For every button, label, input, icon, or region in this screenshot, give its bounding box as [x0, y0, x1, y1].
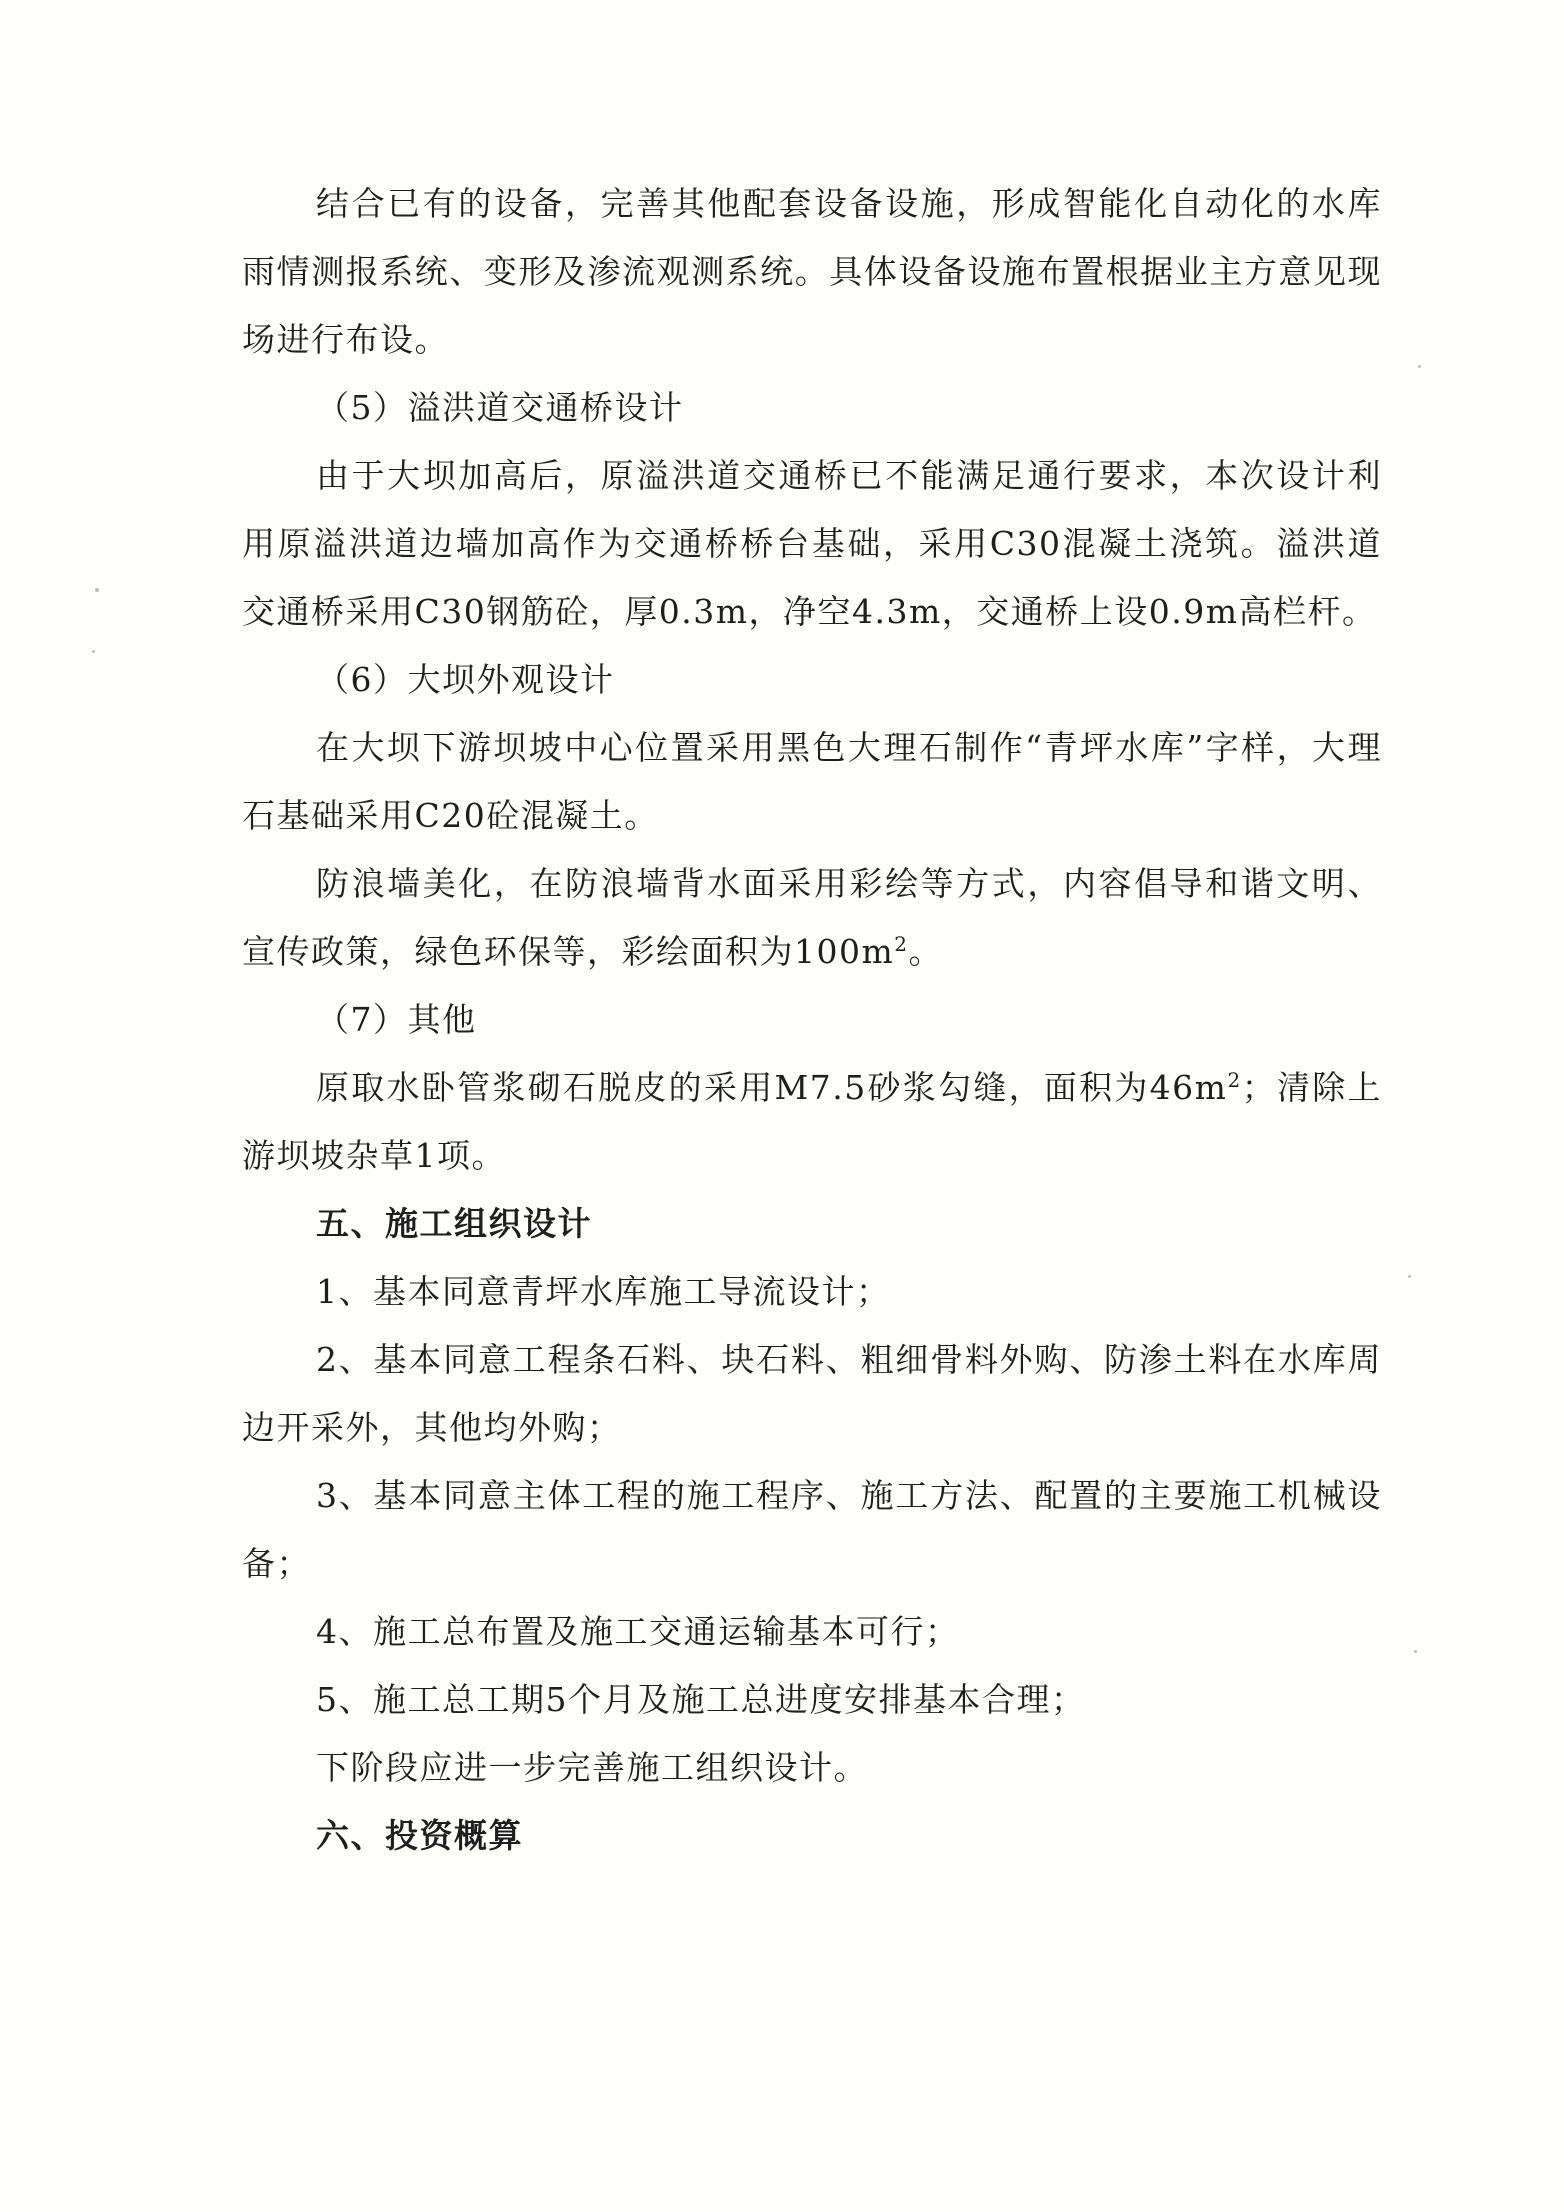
- scan-speck: [92, 650, 95, 653]
- scan-speck: [95, 588, 99, 592]
- list-item: 5、施工总工期5个月及施工总进度安排基本合理；: [316, 1680, 1086, 1719]
- subheading-dam-appearance: （6）大坝外观设计: [316, 660, 615, 699]
- scan-speck: [1414, 1650, 1417, 1653]
- unit-superscript: 2: [1227, 1068, 1242, 1092]
- paragraph-other: [242, 1054, 1382, 1190]
- list-item: 3、基本同意主体工程的施工程序、施工方法、配置的主要施工机械设备；: [242, 1476, 1382, 1583]
- document-body: [242, 170, 1382, 1870]
- other-end: ；清除上游坝坡杂草1项。: [242, 1068, 1382, 1175]
- paragraph-spillway-bridge: 由于大坝加高后，原溢洪道交通桥已不能满足通行要求，本次设计利用原溢洪道边墙加高作为交通桥桥台基础，采用C30混凝土浇筑。溢洪道交通桥采用C30钢筋砼，厚0.3m，净空4.3m，交通桥上设0.9m高栏杆。: [242, 456, 1382, 631]
- section-heading-investment: 六、投资概算: [316, 1816, 523, 1855]
- list-item: 4、施工总布置及施工交通运输基本可行；: [316, 1612, 960, 1651]
- list-item: 1、基本同意青坪水库施工导流设计；: [316, 1272, 891, 1311]
- subheading-spillway-bridge: （5）溢洪道交通桥设计: [316, 388, 684, 427]
- paragraph-next-stage: 下阶段应进一步完善施工组织设计。: [316, 1748, 868, 1787]
- paragraph-wall-painting: [242, 850, 1382, 986]
- list-item: 2、基本同意工程条石料、块石料、粗细骨料外购、防渗土料在水库周边开采外，其他均外购；: [242, 1340, 1382, 1447]
- wall-painting-text: 防浪墙美化，在防浪墙背水面采用彩绘等方式，内容倡导和谐文明、宣传政策，绿色环保等，彩绘面积为100m: [242, 864, 1382, 971]
- scan-speck: [1418, 365, 1421, 368]
- unit-superscript: 2: [894, 932, 909, 956]
- section-heading-construction: 五、施工组织设计: [316, 1204, 592, 1243]
- scan-speck: [1408, 1275, 1411, 1278]
- other-text: 原取水卧管浆砌石脱皮的采用M7.5砂浆勾缝，面积为46m: [316, 1068, 1228, 1107]
- subheading-other: （7）其他: [316, 1000, 477, 1039]
- wall-painting-end: 。: [908, 932, 944, 971]
- paragraph-dam-lettering: 在大坝下游坝坡中心位置采用黑色大理石制作“青坪水库”字样，大理石基础采用C20砼混凝土。: [242, 728, 1382, 835]
- paragraph-monitoring-system: 结合已有的设备，完善其他配套设备设施，形成智能化自动化的水库雨情测报系统、变形及渗流观测系统。具体设备设施布置根据业主方意见现场进行布设。: [242, 184, 1382, 359]
